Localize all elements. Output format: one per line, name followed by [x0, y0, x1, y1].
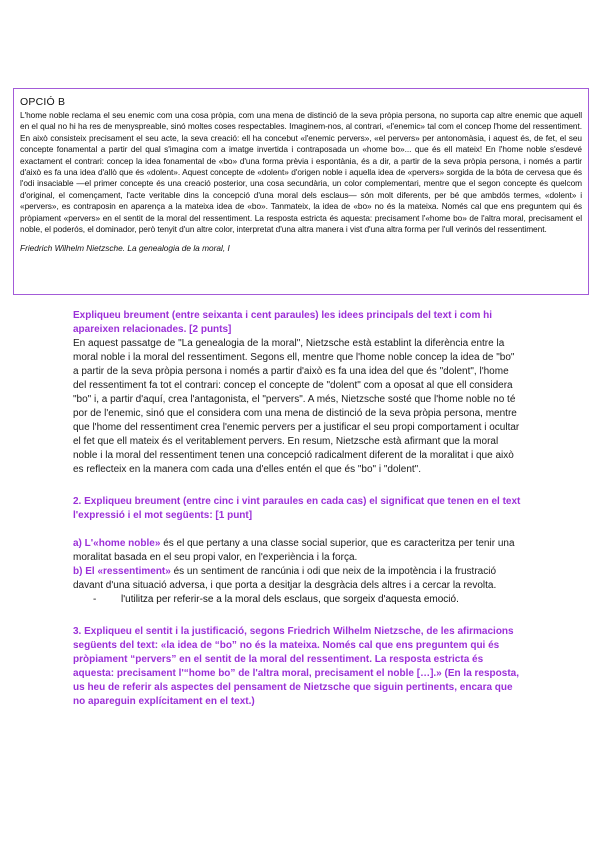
bullet-dash: -	[93, 594, 97, 605]
answer-2a	[73, 537, 521, 565]
answer-2b-label: b) El «ressentiment»	[73, 566, 171, 577]
source-citation: Friedrich Wilhelm Nietzsche. La genealogia de la moral, I	[20, 243, 230, 254]
question-3: 3. Expliqueu el sentit i la justificació, segons Friedrich Wilhelm Nietzsche, de les afirmacions següents del text: «la idea de “bo” no és la mateixa. Només cal que ens preguntem qui és pròpiament “pervers” en el sentit de la moral del ressentiment. La resposta estricta és aquesta: precisament l'“home bo” de l'altra moral, precisament el noble […].» (En la resposta, us heu de referir als aspectes del pensament de Nietzsche que siguin pertinents, encara que no apareguin explícitament en el text.)	[73, 626, 519, 707]
source-text-box	[13, 88, 589, 295]
answer-1: En aquest passatge de "La genealogia de la moral", Nietzsche està establint la diferència entre la moral noble i la moral del ressentiment. Segons ell, mentre que l'home noble concep la idea de "bo" a partir de la seva pròpia persona i només a partir d'això es fa una idea del que és "dolent", l'home del ressentiment fa tot el contrari: concep el concepte de "dolent" com a oposat al que ell considera "bo" i, a partir d'aquí, crea l'antagonista, el "pervers". A més, Nietzsche sosté que l'home noble no té por de l'enemic, sinó que el considera com una mena de distinció de la seva pròpia persona, mentre que l'home del ressentiment crea l'enemic pervers per a justificar el seu propi comportament i ocultar el fet que ell mateix és el veritablement pervers. En resum, Nietzsche està afirmant que la moral noble i la moral del ressentiment tenen una concepció radicalment diferent de la moralitat i que això es reflecteix en la manera com cada una d'elles entén el que és "bo" i "dolent".	[73, 338, 520, 475]
answer-2b-text: és un sentiment de rancúnia i odi que neix de la impotència i la frustració davant d'una situació adversa, i que porta a desitjar la desgràcia dels altres i a cercar la revolta.	[73, 566, 497, 591]
bullet-text: l'utilitza per referir-se a la moral dels esclaus, que sorgeix d'aquesta emoció.	[121, 594, 459, 605]
answers-section	[73, 309, 521, 709]
question-1: Expliqueu breument (entre seixanta i cent paraules) les idees principals del text i com hi apareixen relacionades. [2 punts]	[73, 310, 493, 335]
option-title: OPCIÓ B	[20, 96, 66, 108]
answer-2a-text: és el que pertany a una classe social superior, que es caracteritza per tenir una moralitat basada en el seu propi valor, en l'experiència i la força.	[73, 538, 515, 563]
answer-2b	[73, 565, 521, 593]
list-item	[93, 593, 521, 607]
source-text: L'home noble reclama el seu enemic com una cosa pròpia, com una mena de distinció de la seva pròpia persona, no suporta cap altre enemic que aquell en el qual no hi ha res de menyspreable, sinó moltes coses respectables. Imaginem-nos, al contrari, «l'enemic» tal com el concep l'home del ressentiment. En això consisteix precisament el seu acte, la seva creació: ell ha concebut «l'enemic pervers», «el pervers» per antonomàsia, i aquest és, de fet, el seu concepte fonamental a partir del qual s'imagina com a imatge invertida i contraposada un «home bo»... que és ell mateix! En l'home noble s'esdevé exactament el contrari: concep la idea fonamental de «bo» d'una forma prèvia i espontània, és a dir, a partir de la seva pròpia persona, i només a partir d'això es fa una idea d'allò que és «dolent». Aquest concepte de «dolent» d'origen noble i aquella idea de «pervers» sorgida de la bóta de cervesa que és l'odi insaciable —el primer concepte és una creació posterior, una cosa secundària, un color complementari, mentre que el segon concepte és quelcom d'original, el començament, l'acte veritable dins la concepció d'una moral dels esclaus— són molt diferents, per bé que ambdós termes, «dolent» i «pervers», es contraposin en aparença a la mateixa idea de «bo». Tanmateix, la idea de «bo» no és la mateixa. Només cal que ens preguntem qui és pròpiament «pervers» en el sentit de la moral del ressentiment. La resposta estricta és aquesta: precisament l'«home bo» de l'altra moral, precisament el noble, el poderós, el dominador, però tenyit d'un altre color, interpretat d'una altra manera i vist d'una altra forma per l'ull verinós del ressentiment.	[20, 110, 582, 235]
answer-2a-label: a) L'«home noble»	[73, 538, 161, 549]
question-2: 2. Expliqueu breument (entre cinc i vint paraules en cada cas) el significat que tenen en el text l'expressió i el mot següents: [1 punt]	[73, 496, 521, 521]
